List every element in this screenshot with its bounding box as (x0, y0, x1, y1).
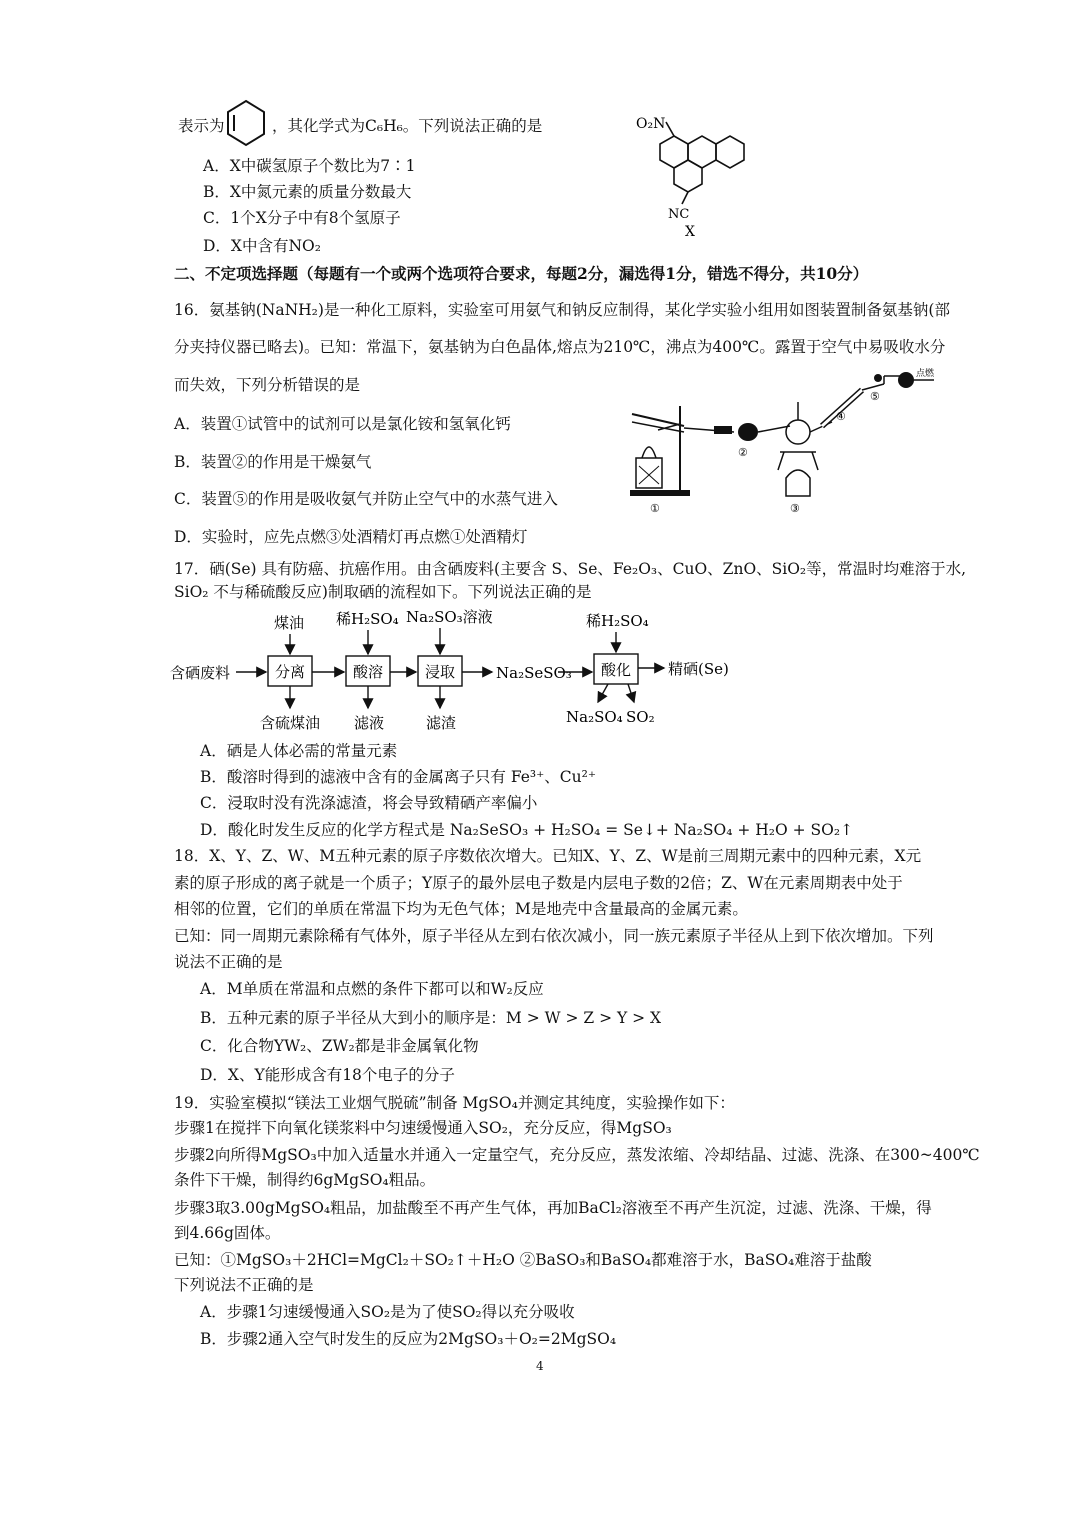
q19-line-1: 19．实验室模拟“镁法工业烟气脱硫”制备 MgSO₄并测定其纯度，实验操作如下： (174, 1094, 735, 1112)
flow-byproduct-4: Na₂SO₄ (566, 708, 623, 726)
structure-side-label: NC (668, 207, 690, 222)
structure-top-label: O₂N (636, 116, 666, 132)
apparatus-label-1: ① (650, 502, 660, 515)
q19-option-b: B．步骤2通入空气时发生的反应为2MgSO₃＋O₂=2MgSO₄ (200, 1330, 617, 1348)
flow-reagent-2: 稀H₂SO₄ (336, 610, 399, 628)
q17-option-a: A．硒是人体必需的常量元素 (200, 742, 398, 760)
apparatus-label-2: ② (738, 446, 748, 459)
apparatus-label-4: ④ (836, 410, 846, 423)
q16-option-c: C．装置⑤的作用是吸收氨气并防止空气中的水蒸气进入 (174, 490, 558, 508)
flow-byproduct-3: 滤渣 (426, 714, 457, 732)
q15-option-a: A．X中碳氢原子个数比为7∶1 (203, 157, 416, 175)
q18-line-2: 素的原子形成的离子就是一个质子；Y原子的最外层电子数是内层电子数的2倍；Z、W在元素周期表中处于 (174, 874, 903, 892)
section-heading: 二、不定项选择题（每题有一个或两个选项符合要求，每题2分，漏选得1分，错选不得分，共10分） (174, 264, 869, 283)
flow-reagent-4: 稀H₂SO₄ (586, 612, 649, 630)
flow-step-3: 浸取 (425, 663, 456, 681)
q18-option-b: B．五种元素的原子半径从大到小的顺序是：M > W > Z > Y > X (200, 1009, 662, 1027)
page-number: 4 (536, 1359, 544, 1373)
flow-byproduct-5: SO₂ (626, 708, 655, 726)
flow-reagent-1: 煤油 (274, 614, 305, 632)
flow-output: 精硒(Se) (668, 660, 729, 678)
q19-option-a: A．步骤1匀速缓慢通入SO₂是为了使SO₂得以充分吸收 (200, 1303, 575, 1321)
q16-line-2: 分夹持仪器已略去)。已知：常温下，氨基钠为白色晶体,熔点为210℃，沸点为400℃。露置于空气中易吸收水分 (174, 338, 946, 356)
flow-intermediate: Na₂SeSO₃ (496, 664, 572, 682)
q16-line-1: 16．氨基钠(NaNH₂)是一种化工原料，实验室可用氨气和钠反应制得，某化学实验小组用如图装置制备氨基钠(部 (174, 301, 950, 319)
q19-line-7: 已知：①MgSO₃＋2HCl=MgCl₂＋SO₂↑＋H₂O ②BaSO₃和BaSO₄都难溶于水，BaSO₄难溶于盐酸 (174, 1251, 872, 1269)
q19-line-6: 到4.66g固体。 (174, 1224, 281, 1242)
q19-line-5: 步骤3取3.00gMgSO₄粗品，加盐酸至不再产生气体，再加BaCl₂溶液至不再产生沉淀，过滤、洗涤、干燥，得 (174, 1199, 932, 1217)
q15-intro-prefix: 表示为 (178, 117, 225, 135)
q15-option-d: D．X中含有NO₂ (203, 237, 321, 255)
q17-option-d: D．酸化时发生反应的化学方程式是 Na₂SeSO₃ + H₂SO₄ = Se↓+ Na₂SO₄ + H₂O + SO₂↑ (200, 821, 854, 839)
apparatus-label-3: ③ (790, 502, 800, 515)
q19-line-2: 步骤1在搅拌下向氧化镁浆料中匀速缓慢通入SO₂，充分反应，得MgSO₃ (174, 1119, 672, 1137)
apparatus-label-5: ⑤ (870, 390, 880, 403)
q18-option-a: A．M单质在常温和点燃的条件下都可以和W₂反应 (200, 980, 544, 998)
structure-name-label: X (685, 224, 695, 238)
flow-step-4: 酸化 (601, 661, 632, 679)
q16-option-d: D．实验时，应先点燃③处酒精灯再点燃①处酒精灯 (174, 528, 528, 546)
q18-line-5: 说法不正确的是 (174, 953, 283, 971)
flow-step-1: 分离 (275, 663, 306, 681)
molecule-x-structure (630, 108, 760, 238)
q16-option-a: A．装置①试管中的试剂可以是氯化铵和氢氧化钙 (174, 415, 511, 433)
flow-byproduct-1: 含硫煤油 (260, 714, 321, 732)
q18-option-c: C．化合物YW₂、ZW₂都是非金属氧化物 (200, 1037, 479, 1055)
q15-option-c: C．1个X分子中有8个氢原子 (203, 209, 401, 227)
q18-line-4: 已知：同一周期元素除稀有气体外，原子半径从左到右依次减小，同一族元素原子半径从上到下依次增加。下列 (174, 927, 934, 945)
q18-line-1: 18．X、Y、Z、W、M五种元素的原子序数依次增大。已知X、Y、Z、W是前三周期元素中的四种元素，X元 (174, 847, 922, 865)
q15-option-b: B．X中氮元素的质量分数最大 (203, 183, 412, 201)
selenium-flowchart (170, 606, 770, 734)
apparatus-label-ignite: 点燃 (916, 369, 935, 379)
q15-intro-suffix: ，其化学式为C₆H₆。下列说法正确的是 (272, 117, 543, 135)
q17-option-c: C．浸取时没有洗涤滤渣，将会导致精硒产率偏小 (200, 794, 538, 812)
q17-line-2: SiO₂ 不与稀硫酸反应)制取硒的流程如下。下列说法正确的是 (174, 583, 592, 601)
q16-line-3: 而失效，下列分析错误的是 (174, 376, 361, 394)
q19-line-3: 步骤2向所得MgSO₃中加入适量水并通入一定量空气，充分反应，蒸发浓缩、冷却结晶、过滤、洗涤、在300~400℃ (174, 1146, 980, 1164)
q17-option-b: B．酸溶时得到的滤液中含有的金属离子只有 Fe³⁺、Cu²⁺ (200, 768, 597, 786)
flow-input: 含硒废料 (170, 664, 231, 682)
q18-line-3: 相邻的位置，它们的单质在常温下均为无色气体；M是地壳中含量最高的金属元素。 (174, 900, 748, 918)
benzene-ring-icon (224, 98, 268, 148)
q18-option-d: D．X、Y能形成含有18个电子的分子 (200, 1066, 455, 1084)
q19-line-4: 条件下干燥，制得约6gMgSO₄粗品。 (174, 1171, 436, 1189)
q17-line-1: 17．硒(Se) 具有防癌、抗癌作用。由含硒废料(主要含 S、Se、Fe₂O₃、CuO、ZnO、SiO₂等，常温时均难溶于水, (174, 560, 967, 578)
q16-option-b: B．装置②的作用是干燥氨气 (174, 453, 372, 471)
flow-byproduct-2: 滤液 (354, 714, 385, 732)
flow-step-2: 酸溶 (353, 663, 384, 681)
flow-reagent-3: Na₂SO₃溶液 (406, 608, 493, 626)
apparatus-diagram (622, 366, 944, 516)
q19-line-8: 下列说法不正确的是 (174, 1276, 314, 1294)
